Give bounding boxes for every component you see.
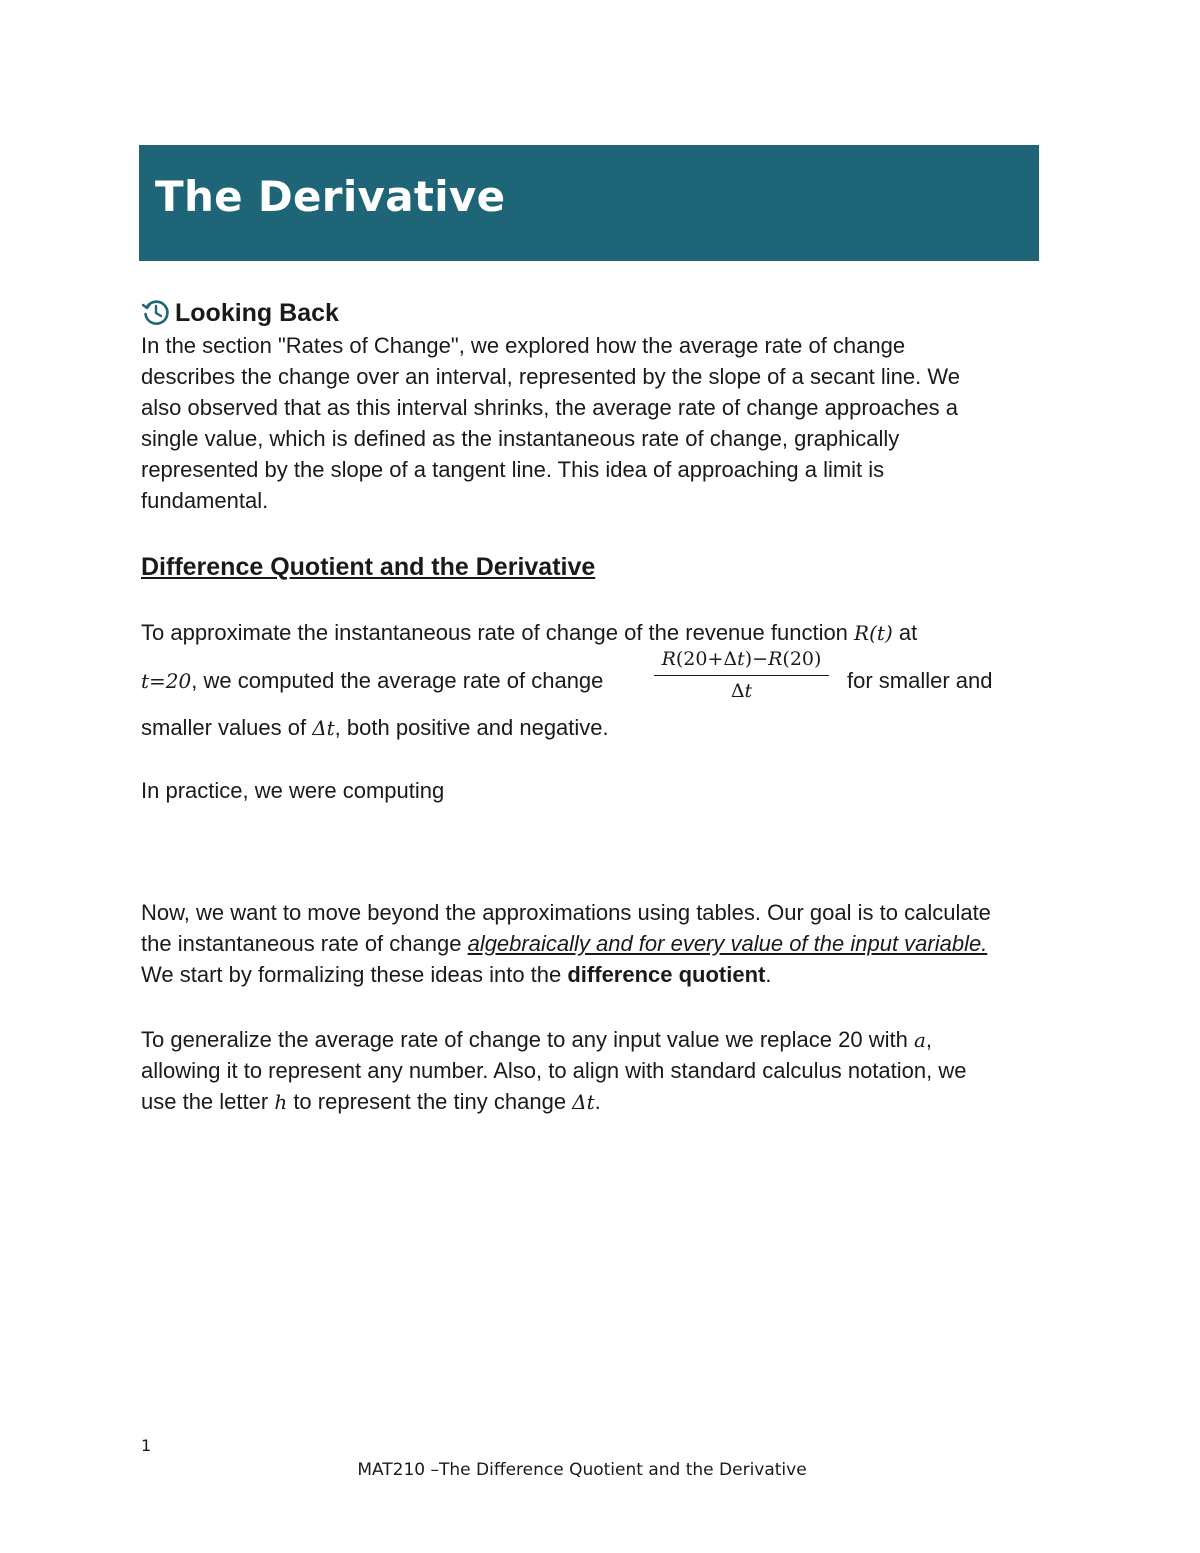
beyond-line-3	[141, 959, 772, 990]
looking-back-line: In the section "Rates of Change", we explored how the average rate of change	[141, 333, 906, 358]
section-title: Difference Quotient and the Derivative	[141, 553, 596, 581]
generalize-text-3-end: .	[594, 1089, 601, 1114]
approx-math-t20: t=20	[141, 669, 192, 693]
page-number: 1	[141, 1436, 152, 1455]
approx-line-3	[141, 712, 609, 744]
emphasis-text: algebraically and for every value of the input variable.	[467, 931, 988, 956]
history-clock-icon	[141, 298, 171, 328]
footer-text: MAT210 –The Difference Quotient and the Derivative	[357, 1460, 807, 1480]
beyond-text: the instantaneous rate of change	[141, 931, 468, 956]
looking-back-line: describes the change over an interval, represented by the slope of a secant line. We	[141, 364, 960, 389]
generalize-math-h: h	[274, 1090, 288, 1114]
looking-back-paragraph	[141, 330, 1061, 516]
average-rate-fraction	[654, 646, 829, 704]
approx-text-end: at	[892, 620, 918, 645]
beyond-line-1: Now, we want to move beyond the approximations using tables. Our goal is to calculate	[141, 900, 991, 925]
looking-back-line: also observed that as this interval shrinks, the average rate of change approaches a	[141, 395, 958, 420]
generalize-text: To generalize the average rate of change to any input value we replace 20 with	[141, 1027, 914, 1052]
looking-back-line: single value, which is defined as the instantaneous rate of change, graphically	[141, 426, 900, 451]
beyond-text-3-end: .	[765, 962, 772, 987]
approx-text-3: smaller values of	[141, 715, 313, 740]
generalize-math-dt: Δt	[572, 1090, 595, 1114]
looking-back-heading	[141, 296, 1061, 330]
approx-line-2-end: for smaller and	[847, 668, 993, 693]
approx-line-1	[141, 617, 917, 649]
looking-back-line: represented by the slope of a tangent line. This idea of approaching a limit is	[141, 457, 885, 482]
generalize-line-3	[141, 1086, 601, 1118]
generalize-text-end: ,	[925, 1027, 933, 1052]
practice-paragraph: In practice, we were computing	[141, 778, 445, 803]
difference-quotient-term: difference quotient	[567, 962, 766, 987]
looking-back-line: fundamental.	[141, 488, 269, 513]
approx-text-3-end: , both positive and negative.	[334, 715, 609, 740]
fraction-numerator: R(20+Δt)−R(20)	[654, 646, 829, 676]
fraction-denominator: Δt	[730, 680, 753, 702]
approx-text-2: , we computed the average rate of change	[191, 668, 604, 693]
looking-back-title: Looking Back	[175, 299, 339, 327]
beyond-line-2	[141, 928, 987, 959]
approx-math-dt: Δt	[312, 716, 335, 740]
page-title: The Derivative	[155, 172, 506, 221]
generalize-text-3: use the letter	[141, 1089, 275, 1114]
generalize-text-3b: to represent the tiny change	[287, 1089, 573, 1114]
approx-text: To approximate the instantaneous rate of change of the revenue function	[141, 620, 855, 645]
title-banner	[139, 145, 1039, 261]
beyond-text-3: We start by formalizing these ideas into the	[141, 962, 568, 987]
approx-math-rt: R(t)	[854, 621, 893, 645]
approx-line-2	[141, 665, 603, 697]
generalize-line-1	[141, 1024, 932, 1056]
generalize-line-2: allowing it to represent any number. Also, to align with standard calculus notation, we	[141, 1058, 967, 1083]
generalize-math-a: a	[913, 1028, 926, 1052]
